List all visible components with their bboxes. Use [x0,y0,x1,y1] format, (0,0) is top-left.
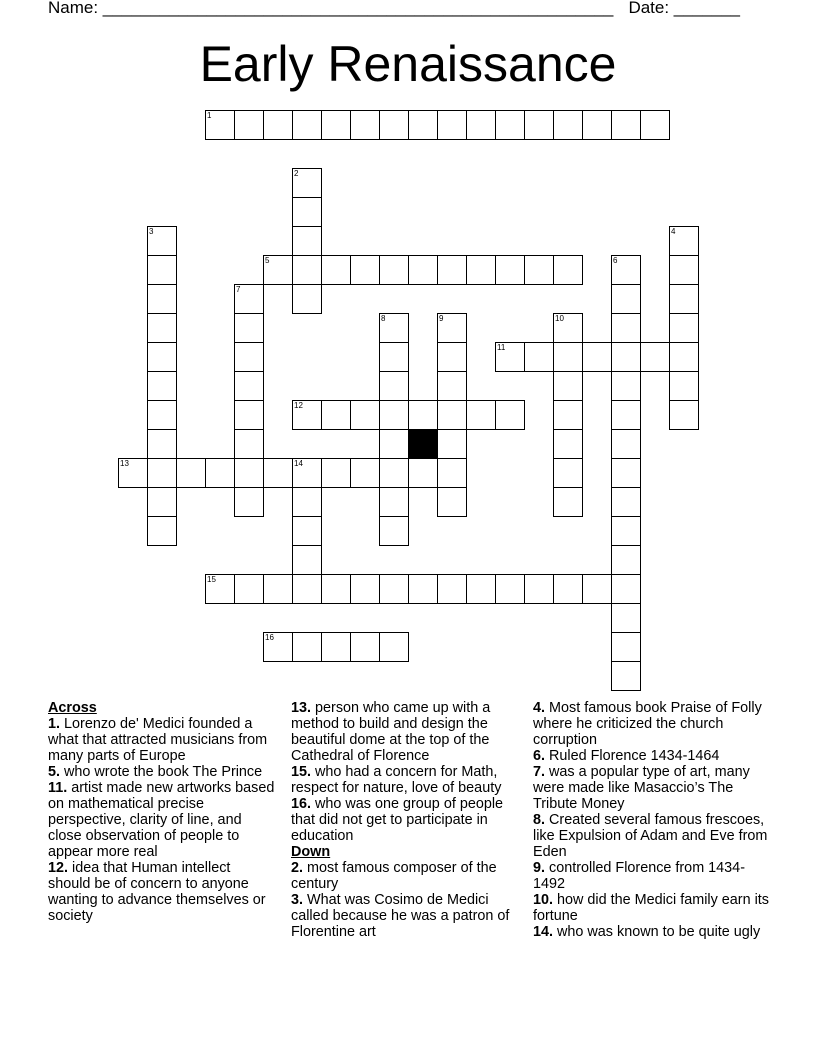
clue [48,764,276,780]
clue-column-2 [291,700,519,956]
grid-cell[interactable] [437,429,467,459]
grid-cell[interactable] [495,342,525,372]
clue [48,716,276,764]
clue-number: 15 [207,575,216,584]
grid-cell[interactable] [611,632,641,662]
grid-cell[interactable] [147,226,177,256]
grid-cell[interactable] [640,110,670,140]
grid-cell[interactable] [234,313,264,343]
black-cell [408,429,438,459]
grid-cell[interactable] [263,632,293,662]
grid-cell[interactable] [611,487,641,517]
grid-cell[interactable] [611,110,641,140]
grid-cell[interactable] [147,458,177,488]
clue-number: 3. [291,892,304,908]
clue-number: 9 [439,314,444,323]
grid-cell[interactable] [234,371,264,401]
grid-cell[interactable] [292,632,322,662]
grid-cell[interactable] [292,487,322,517]
grid-cell[interactable] [263,458,293,488]
grid-cell[interactable] [321,458,351,488]
grid-cell[interactable] [292,168,322,198]
grid-cell[interactable] [582,342,612,372]
clue [48,860,276,924]
clue-number: 2 [294,169,299,178]
clue-number: 6. [533,748,546,764]
clue-number: 13. [291,700,312,716]
clue-text: who was known to be quite ugly [553,924,761,940]
grid-cell[interactable] [379,632,409,662]
grid-cell[interactable] [669,284,699,314]
grid-cell[interactable] [350,458,380,488]
grid-cell[interactable] [611,603,641,633]
clue-text: What was Cosimo de Medici called because he was a patron of Florentine art [291,892,510,940]
grid-cell[interactable] [379,400,409,430]
clue-number: 10 [555,314,564,323]
clue-number: 6 [613,256,618,265]
clue [48,780,276,860]
clue-column-3 [533,700,773,956]
grid-cell[interactable] [379,313,409,343]
grid-cell[interactable] [205,458,235,488]
grid-cell[interactable] [379,458,409,488]
name-field[interactable]: Name: ______________________________________________________ [48,0,614,17]
grid-cell[interactable] [524,342,554,372]
clue [533,812,773,860]
grid-cell[interactable] [147,255,177,285]
grid-cell[interactable] [147,516,177,546]
clue-text: Most famous book Praise of Folly where he criticized the church corruption [533,700,762,748]
grid-cell[interactable] [524,574,554,604]
clue-number: 8. [533,812,546,828]
grid-cell[interactable] [234,284,264,314]
grid-cell[interactable] [437,110,467,140]
grid-cell[interactable] [292,458,322,488]
grid-cell[interactable] [379,110,409,140]
clue-text: how did the Medici family earn its fortune [533,892,769,924]
grid-cell[interactable] [611,429,641,459]
grid-cell[interactable] [350,574,380,604]
grid-cell[interactable] [350,255,380,285]
clue [533,764,773,812]
grid-cell[interactable] [524,255,554,285]
clue-text: most famous composer of the century [291,860,497,892]
grid-cell[interactable] [292,516,322,546]
grid-cell[interactable] [292,545,322,575]
clue-section-heading: Across [48,700,97,716]
clue [291,892,519,940]
clue [291,860,519,892]
grid-cell[interactable] [408,458,438,488]
date-field[interactable]: Date: _______ [628,0,740,17]
grid-cell[interactable] [263,255,293,285]
clue-number: 11 [497,343,506,352]
grid-cell[interactable] [611,545,641,575]
grid-cell[interactable] [437,371,467,401]
grid-cell[interactable] [611,284,641,314]
clue-number: 15. [291,764,312,780]
clue-text: artist made new artworks based on mathematical precise perspective, clarity of line, and close observation of people to appear more real [48,780,275,860]
grid-cell[interactable] [611,661,641,691]
grid-cell[interactable] [118,458,148,488]
grid-cell[interactable] [524,110,554,140]
grid-cell[interactable] [495,255,525,285]
grid-cell[interactable] [437,313,467,343]
grid-cell[interactable] [321,255,351,285]
grid-cell[interactable] [437,400,467,430]
clue-number: 4 [671,227,676,236]
clue [291,796,519,844]
grid-cell[interactable] [437,487,467,517]
grid-cell[interactable] [408,574,438,604]
grid-cell[interactable] [350,110,380,140]
grid-cell[interactable] [611,255,641,285]
clue-number: 8 [381,314,386,323]
grid-cell[interactable] [379,487,409,517]
clue-number: 12. [48,860,69,876]
grid-cell[interactable] [669,226,699,256]
grid-cell[interactable] [437,574,467,604]
grid-cell[interactable] [234,110,264,140]
grid-cell[interactable] [582,110,612,140]
grid-cell[interactable] [292,226,322,256]
page-title: Early Renaissance [199,36,617,92]
grid-cell[interactable] [321,110,351,140]
grid-cell[interactable] [408,255,438,285]
clue-number: 16. [291,796,312,812]
grid-cell[interactable] [466,110,496,140]
grid-cell[interactable] [611,313,641,343]
grid-cell[interactable] [292,284,322,314]
grid-cell[interactable] [205,110,235,140]
clue [291,700,519,764]
grid-cell[interactable] [553,458,583,488]
clue-number: 5. [48,764,61,780]
clue-number: 12 [294,401,303,410]
grid-cell[interactable] [263,110,293,140]
grid-cell[interactable] [553,313,583,343]
clue [533,860,773,892]
clue-number: 13 [120,459,129,468]
grid-cell[interactable] [640,342,670,372]
clue-number: 5 [265,256,270,265]
clue-text: Created several famous frescoes, like Expulsion of Adam and Eve from Eden [533,812,768,860]
grid-cell[interactable] [350,632,380,662]
clue-text: person who came up with a method to build and design the beautiful dome at the top of the Cathedral of Florence [291,700,491,764]
grid-cell[interactable] [234,458,264,488]
clue-number: 3 [149,227,154,236]
clue-number: 9. [533,860,546,876]
grid-cell[interactable] [611,400,641,430]
grid-cell[interactable] [669,371,699,401]
grid-cell[interactable] [176,458,206,488]
grid-cell[interactable] [553,574,583,604]
clue-number: 2. [291,860,304,876]
clue-section-heading: Down [291,844,331,860]
grid-cell[interactable] [292,255,322,285]
clue-number: 7. [533,764,546,780]
clue-text: Lorenzo de' Medici founded a what that attracted musicians from many parts of Europe [48,716,268,764]
clue-text: who had a concern for Math, respect for nature, love of beauty [291,764,502,796]
grid-cell[interactable] [611,458,641,488]
clue-number: 7 [236,285,241,294]
grid-cell[interactable] [553,371,583,401]
grid-cell[interactable] [234,487,264,517]
grid-cell[interactable] [147,342,177,372]
grid-cell[interactable] [379,371,409,401]
grid-cell[interactable] [466,400,496,430]
clue-text: was a popular type of art, many were made like Masaccio’s The Tribute Money [533,764,750,812]
grid-cell[interactable] [466,255,496,285]
grid-cell[interactable] [321,574,351,604]
grid-cell[interactable] [669,400,699,430]
clue-number: 16 [265,633,274,642]
clue-number: 4. [533,700,546,716]
grid-cell[interactable] [437,255,467,285]
clue-number: 14 [294,459,303,468]
grid-cell[interactable] [292,400,322,430]
grid-cell[interactable] [495,400,525,430]
grid-cell[interactable] [379,574,409,604]
grid-cell[interactable] [611,516,641,546]
clue-number: 11. [48,780,68,796]
grid-cell[interactable] [408,110,438,140]
clue-number: 10. [533,892,554,908]
clue-number: 1. [48,716,61,732]
grid-cell[interactable] [379,255,409,285]
grid-cell[interactable] [263,574,293,604]
grid-cell[interactable] [234,429,264,459]
grid-cell[interactable] [321,400,351,430]
grid-cell[interactable] [147,284,177,314]
grid-cell[interactable] [205,574,235,604]
grid-cell[interactable] [234,574,264,604]
clue [291,764,519,796]
grid-cell[interactable] [553,400,583,430]
grid-cell[interactable] [495,574,525,604]
grid-cell[interactable] [669,313,699,343]
clue [533,700,773,748]
clue-text: idea that Human intellect should be of concern to anyone wanting to advance themselves or society [48,860,266,924]
clue [533,892,773,924]
grid-cell[interactable] [553,429,583,459]
clue-text: who was one group of people that did not get to participate in education [291,796,504,844]
grid-cell[interactable] [292,574,322,604]
grid-cell[interactable] [553,342,583,372]
clue-text: who wrote the book The Prince [60,764,263,780]
grid-cell[interactable] [292,110,322,140]
grid-cell[interactable] [611,371,641,401]
grid-cell[interactable] [292,197,322,227]
grid-cell[interactable] [379,342,409,372]
grid-cell[interactable] [495,110,525,140]
grid-cell[interactable] [147,429,177,459]
grid-cell[interactable] [553,487,583,517]
clue-number: 14. [533,924,554,940]
grid-cell[interactable] [611,574,641,604]
grid-cell[interactable] [147,371,177,401]
clue-column-1 [48,700,276,924]
grid-cell[interactable] [379,516,409,546]
grid-cell[interactable] [466,574,496,604]
grid-cell[interactable] [147,487,177,517]
grid-cell[interactable] [669,342,699,372]
grid-cell[interactable] [611,342,641,372]
clue-number: 1 [207,111,212,120]
grid-cell[interactable] [147,400,177,430]
grid-cell[interactable] [379,429,409,459]
grid-cell[interactable] [582,574,612,604]
clue-text: controlled Florence from 1434-1492 [533,860,745,892]
clue [533,924,773,940]
grid-cell[interactable] [437,458,467,488]
grid-cell[interactable] [553,255,583,285]
grid-cell[interactable] [321,632,351,662]
grid-cell[interactable] [669,255,699,285]
clue-text: Ruled Florence 1434-1464 [545,748,720,764]
grid-cell[interactable] [234,342,264,372]
grid-cell[interactable] [234,400,264,430]
grid-cell[interactable] [350,400,380,430]
grid-cell[interactable] [437,342,467,372]
grid-cell[interactable] [147,313,177,343]
grid-cell[interactable] [553,110,583,140]
grid-cell[interactable] [408,400,438,430]
clue [533,748,773,764]
